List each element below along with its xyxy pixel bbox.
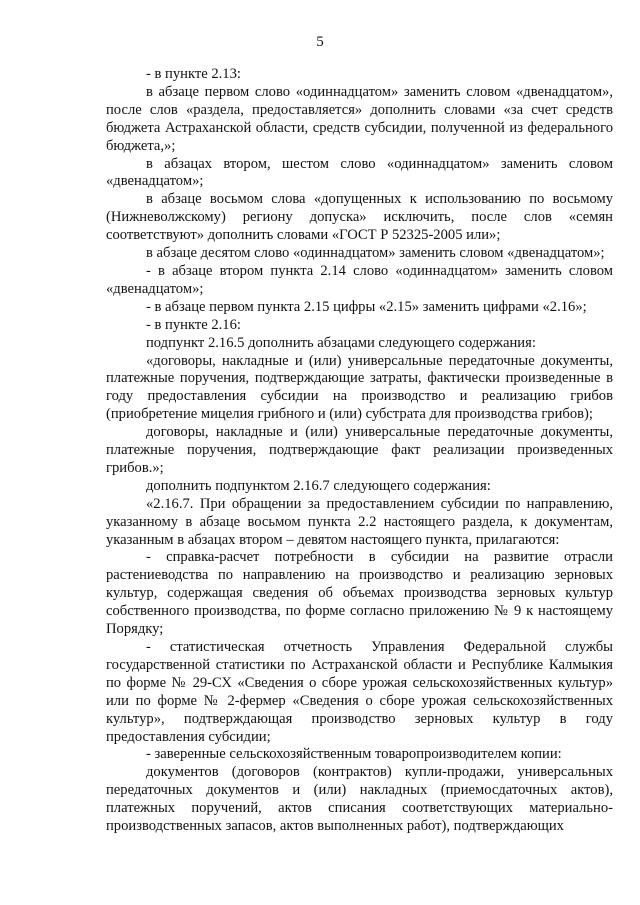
paragraph: договоры, накладные и (или) универсальные передаточные документы, платежные поручения, подтверждающие факт реализации произведенных грибов.»; xyxy=(106,424,613,476)
paragraph: в абзаце первом слово «одиннадцатом» заменить словом «двенадцатом», после слов «раздела, предоставляется» дополнить словами «за счет средств бюджета Астраханской области, средств субсидии, полученной из федерального бюджета,»; xyxy=(106,83,613,154)
document-body xyxy=(106,66,613,836)
paragraph: в абзаце восьмом слова «допущенных к использованию по восьмому (Нижневолжскому) региону допуска» исключить, после слов «семян соответствуют» дополнить словами «ГОСТ Р 52325-2005 или»; xyxy=(106,191,613,244)
paragraph: в абзаце десятом слово «одиннадцатом» заменить словом «двенадцатом»; xyxy=(146,245,605,262)
paragraph: подпункт 2.16.5 дополнить абзацами следующего содержания: xyxy=(146,334,536,351)
paragraph: документов (договоров (контрактов) купли-продажи, универсальных передаточных документов и (или) накладных (приемосдаточных актов), платежных поручений, актов списания соответствующих материально-производственных запасов, актов выполненных работ), подтверждающих xyxy=(106,764,613,835)
paragraph-point-2-13: - в пункте 2.13: xyxy=(146,66,241,82)
paragraph-point-2-16: - в пункте 2.16: xyxy=(146,316,241,333)
paragraph: дополнить подпунктом 2.16.7 следующего содержания: xyxy=(146,477,491,494)
page-number: 5 xyxy=(316,34,324,50)
paragraph-subpoint-2-16-7: «2.16.7. При обращении за предоставлением субсидии по направлению, указанному в абзаце восьмом пункта 2.2 настоящего раздела, к документам, указанным в абзацах втором – девятом настоящего пункта, прилагаются: xyxy=(106,495,613,548)
list-item: - статистическая отчетность Управления Федеральной службы государственной статистики по Астраханской области и Республике Калмыкия по форме № 29-СХ «Сведения о сборе урожая сельскохозяйственных культур» или по форме № 2-фермер «Сведения о сборе урожая сельскохозяйственных культур», подтверждающая производство зерновых культур в году предоставления субсидии; xyxy=(106,639,613,745)
list-item: - справка-расчет потребности в субсидии на развитие отрасли растениеводства по направлению на производство и реализацию зерновых культур, содержащая сведения об объемах производства зерновых культур собственного производства, по форме согласно приложению № 9 к настоящему Порядку; xyxy=(106,549,613,638)
paragraph-point-2-14: - в абзаце втором пункта 2.14 слово «одиннадцатом» заменить словом «двенадцатом»; xyxy=(106,262,613,297)
paragraph: в абзацах втором, шестом слово «одиннадцатом» заменить словом «двенадцатом»; xyxy=(106,155,613,190)
paragraph-point-2-15: - в абзаце первом пункта 2.15 цифры «2.15» заменить цифрами «2.16»; xyxy=(146,298,587,315)
list-item: - заверенные сельскохозяйственным товаропроизводителем копии: xyxy=(146,746,562,763)
paragraph: «договоры, накладные и (или) универсальные передаточные документы, платежные поручения, подтверждающие затраты, фактически произведенные в году предоставления субсидии на производство и реализацию грибов (приобретение мицелия грибного и (или) субстрата для производства грибов); xyxy=(106,352,613,423)
